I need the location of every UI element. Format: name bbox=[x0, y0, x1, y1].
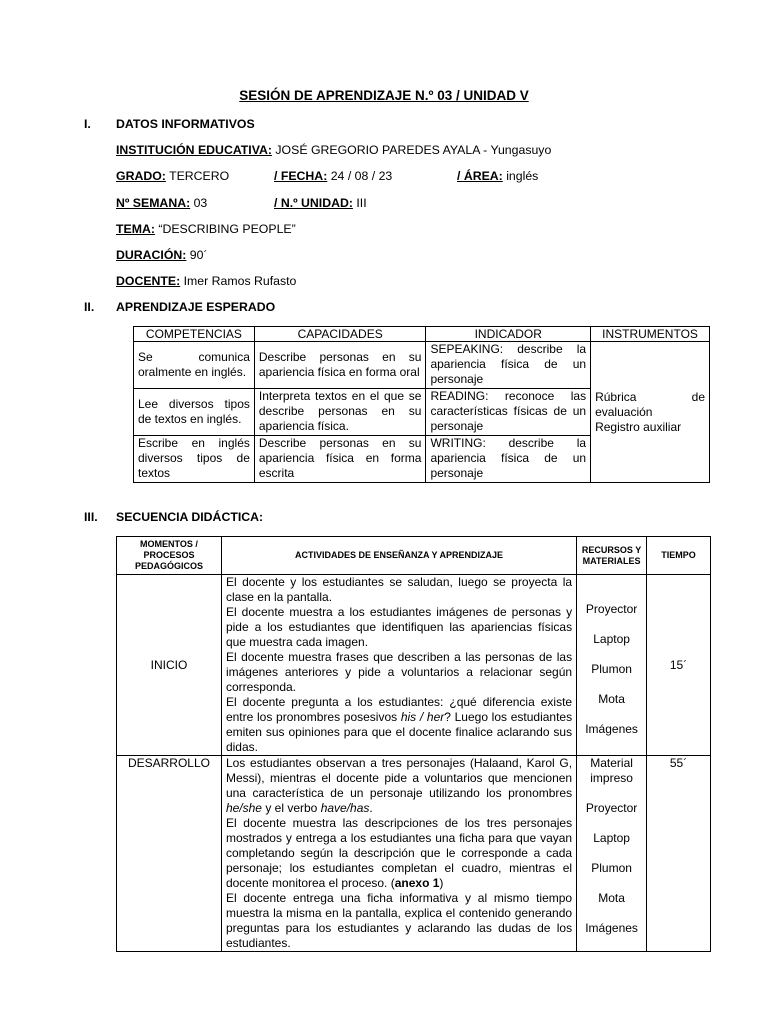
desarrollo-p1-text-end: . bbox=[369, 801, 373, 815]
docente-row bbox=[116, 274, 296, 288]
inicio-row bbox=[117, 575, 711, 756]
instrumento-item: Registro auxiliar bbox=[595, 419, 682, 434]
tema-label: TEMA: bbox=[116, 222, 155, 236]
desarrollo-paragraph: El docente entrega una ficha informativa y al mismo tiempo muestra la misma en la pantalla, explica el contenido generando preguntas para los estudiantes y aclarando las dudas de los estudiantes. bbox=[225, 891, 573, 950]
fecha-row bbox=[274, 169, 392, 183]
duracion-row bbox=[116, 248, 208, 262]
capacidad-cell: Interpreta textos en el que se describe personas en su apariencia física. bbox=[254, 389, 426, 436]
section-3-number: III. bbox=[84, 510, 98, 524]
inicio-actividades bbox=[221, 575, 576, 756]
recurso-item: Proyector bbox=[585, 601, 638, 616]
desarrollo-row bbox=[117, 756, 711, 952]
desarrollo-p1-italic: he/she bbox=[225, 801, 262, 815]
desarrollo-momento: DESARROLLO bbox=[117, 756, 222, 952]
competencia-cell: Escribe en inglés diversos tipos de textos bbox=[134, 436, 255, 483]
header-instrumentos: INSTRUMENTOS bbox=[591, 327, 710, 342]
recurso-item: Material impreso bbox=[590, 756, 633, 785]
desarrollo-paragraph bbox=[226, 816, 572, 891]
institucion-row bbox=[116, 143, 551, 157]
area-value: inglés bbox=[506, 169, 539, 183]
inicio-paragraph: El docente muestra a los estudiantes imágenes de personas y pide a los estudiantes que identifiquen las apariencias físicas que muestra cada imagen. bbox=[225, 605, 573, 649]
header-competencias: COMPETENCIAS bbox=[134, 327, 255, 342]
fecha-value: 24 / 08 / 23 bbox=[330, 169, 393, 183]
unidad-row bbox=[274, 196, 367, 210]
section-2-title: APRENDIZAJE ESPERADO bbox=[116, 300, 276, 314]
inicio-recursos bbox=[577, 575, 647, 756]
table-row bbox=[134, 342, 710, 389]
institucion-label: INSTITUCIÓN EDUCATIVA: bbox=[116, 143, 272, 157]
desarrollo-paragraph bbox=[226, 756, 572, 816]
unidad-label: / N.º UNIDAD: bbox=[274, 196, 353, 210]
secuencia-table bbox=[116, 536, 711, 952]
capacidad-cell: Describe personas en su apariencia física en forma oral bbox=[254, 342, 426, 389]
inicio-paragraph: El docente muestra frases que describen a las personas de las imágenes anteriores y pide a voluntarios a relacionar según corresponda. bbox=[225, 650, 573, 694]
inicio-p4-italic: his / her bbox=[400, 710, 445, 724]
indicador-cell: WRITING: describe la apariencia física de un personaje bbox=[426, 436, 591, 483]
header-recursos: RECURSOS Y MATERIALES bbox=[577, 537, 647, 575]
duracion-label: DURACIÓN: bbox=[116, 248, 187, 262]
grado-label: GRADO: bbox=[116, 169, 166, 183]
header-capacidades: CAPACIDADES bbox=[254, 327, 426, 342]
recurso-item: Mota bbox=[598, 891, 625, 905]
inicio-momento: INICIO bbox=[117, 575, 222, 756]
recurso-item: Imágenes bbox=[585, 921, 638, 935]
desarrollo-p1-text-mid: y el verbo bbox=[261, 801, 321, 815]
section-1-title: DATOS INFORMATIVOS bbox=[116, 117, 255, 131]
header-indicador: INDICADOR bbox=[426, 327, 591, 342]
section-3-title: SECUENCIA DIDÁCTICA: bbox=[116, 510, 264, 524]
duracion-value: 90´ bbox=[189, 248, 208, 262]
unidad-value: III bbox=[356, 196, 367, 210]
indicador-cell: READING: reconoce las características físicas de un personaje bbox=[426, 389, 591, 436]
area-row bbox=[457, 169, 538, 183]
inicio-p4-text: El docente pregunta a los estudiantes: ¿qué diferencia existe entre los pronombres posesivos bbox=[225, 695, 573, 724]
desarrollo-recursos bbox=[577, 756, 647, 952]
document-title: SESIÓN DE APRENDIZAJE N.º 03 / UNIDAD V bbox=[239, 88, 529, 103]
section-2-number: II. bbox=[84, 300, 95, 314]
inicio-paragraph bbox=[226, 695, 572, 755]
tema-value: “DESCRIBING PEOPLE” bbox=[158, 222, 296, 236]
recurso-item: Mota bbox=[598, 691, 625, 706]
secuencia-header-row bbox=[117, 537, 711, 575]
aprendizaje-table bbox=[133, 326, 710, 483]
semana-label: Nº SEMANA: bbox=[116, 196, 191, 210]
desarrollo-actividades bbox=[221, 756, 576, 952]
docente-value: Imer Ramos Rufasto bbox=[183, 274, 297, 288]
tema-row bbox=[116, 222, 296, 236]
semana-value: 03 bbox=[193, 196, 208, 210]
recurso-item: Plumon bbox=[591, 861, 632, 875]
desarrollo-p2-text-end: ) bbox=[439, 876, 444, 890]
aprendizaje-header-row bbox=[134, 327, 710, 342]
institucion-value: JOSÉ GREGORIO PAREDES AYALA - Yungasuyo bbox=[275, 143, 552, 157]
recurso-item: Plumon bbox=[591, 661, 632, 676]
header-tiempo: TIEMPO bbox=[647, 537, 711, 575]
fecha-label: / FECHA: bbox=[274, 169, 328, 183]
recurso-item: Laptop bbox=[593, 631, 630, 646]
desarrollo-p1-text: Los estudiantes observan a tres personajes (Halaand, Karol G, Messi), mientras el docente pide a voluntarios que mencionen una característica de un personaje utilizando los pronombres bbox=[225, 756, 573, 800]
docente-label: DOCENTE: bbox=[116, 274, 181, 288]
semana-row bbox=[116, 196, 207, 210]
inicio-paragraph: El docente y los estudiantes se saludan, luego se proyecta la clase en la pantalla. bbox=[225, 575, 573, 604]
recurso-item: Imágenes bbox=[585, 721, 638, 736]
header-actividades: ACTIVIDADES DE ENSEÑANZA Y APRENDIZAJE bbox=[221, 537, 576, 575]
area-label: / ÁREA: bbox=[457, 169, 503, 183]
section-1-number: I. bbox=[84, 117, 91, 131]
instrumentos-cell bbox=[591, 342, 710, 483]
header-momentos: MOMENTOS / PROCESOS PEDAGÓGICOS bbox=[117, 537, 222, 575]
indicador-cell: SEPEAKING: describe la apariencia física de un personaje bbox=[426, 342, 591, 389]
desarrollo-p2-bold: anexo 1 bbox=[394, 876, 440, 890]
competencia-cell: Se comunica oralmente en inglés. bbox=[134, 342, 255, 389]
inicio-tiempo: 15´ bbox=[647, 575, 711, 756]
capacidad-cell: Describe personas en su apariencia física en forma escrita bbox=[254, 436, 426, 483]
competencia-cell: Lee diversos tipos de textos en inglés. bbox=[134, 389, 255, 436]
recurso-item: Proyector bbox=[585, 801, 638, 815]
desarrollo-tiempo: 55´ bbox=[647, 756, 711, 952]
inicio-p4-text-end: ? Luego los estudiantes emiten sus opiniones para que el docente finalice aclarando sus didas. bbox=[225, 710, 573, 754]
desarrollo-p2-text: El docente muestra las descripciones de los tres personajes mostrados y entrega a los estudiantes una ficha para que vayan completando según la descripción que le corresponde a cada personaje; los estudiantes completan el cuadro, mientras el docente monitorea el proceso. ( bbox=[225, 816, 573, 890]
instrumento-item: Rúbrica de evaluación bbox=[595, 389, 705, 419]
grado-row bbox=[116, 169, 229, 183]
desarrollo-p1-italic-2: have/has bbox=[320, 801, 370, 815]
grado-value: TERCERO bbox=[169, 169, 230, 183]
recurso-item: Laptop bbox=[593, 831, 630, 845]
